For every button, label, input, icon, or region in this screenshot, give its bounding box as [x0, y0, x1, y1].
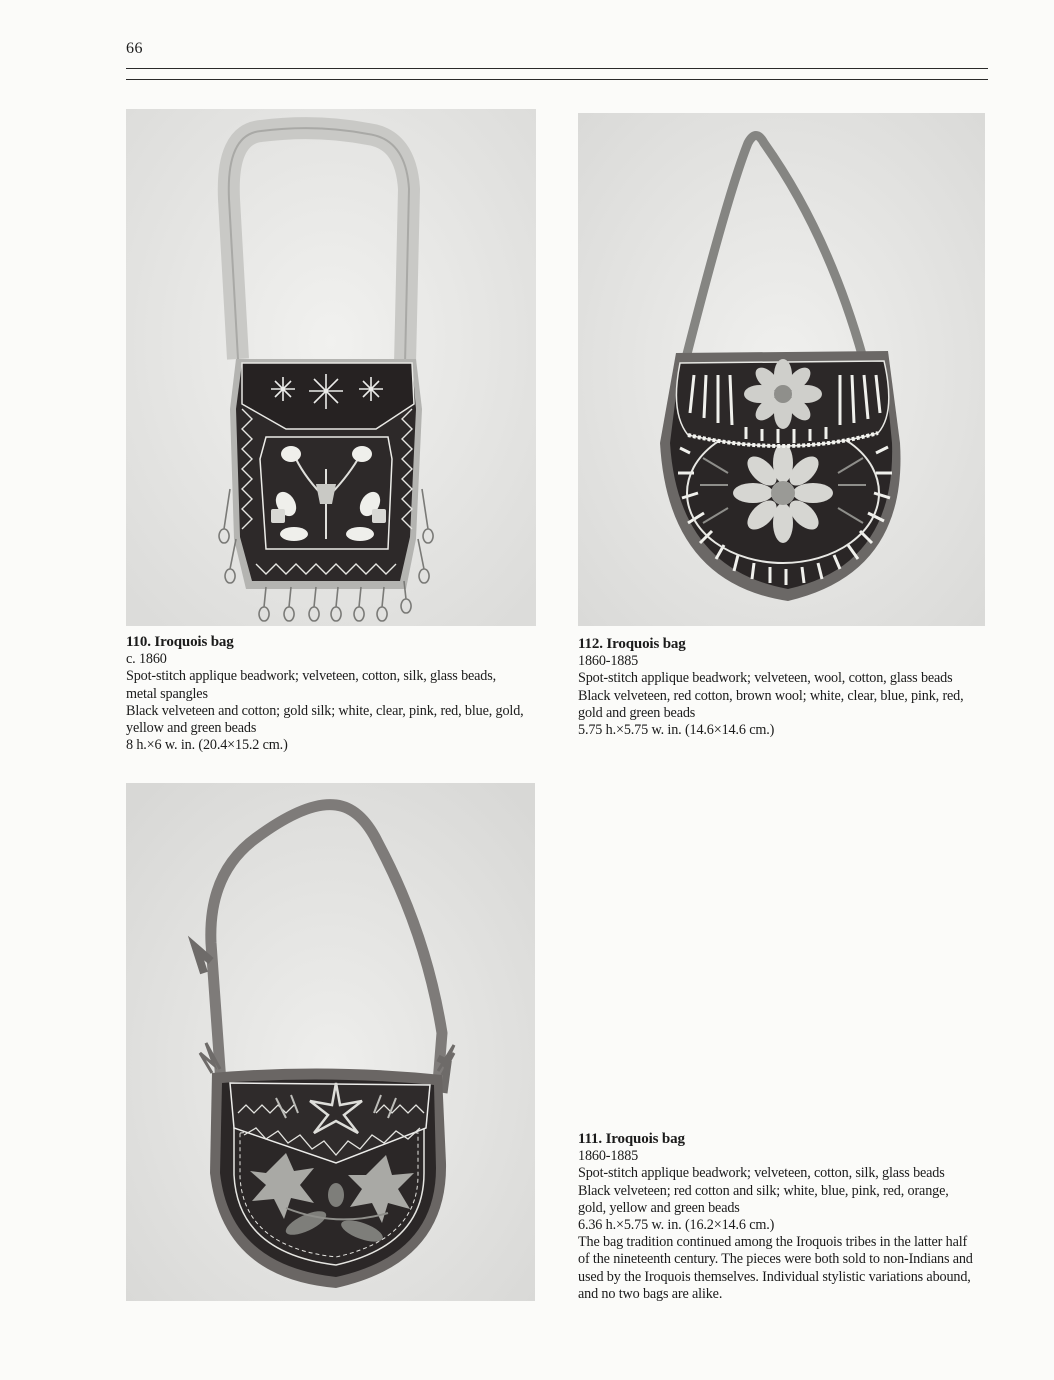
caption-line: Spot-stitch applique beadwork; velveteen, cotton, silk, glass beads, [126, 668, 497, 685]
plate-110-photo [126, 109, 536, 626]
header-rule-bottom [126, 79, 988, 80]
plate-112-photo [578, 113, 985, 626]
paragraph-line: The bag tradition continued among the Iroquois tribes in the latter half [578, 1234, 968, 1251]
caption-title: 111. Iroquois bag [578, 1131, 685, 1147]
paragraph-line: used by the Iroquois themselves. Individual stylistic variations abound, [578, 1268, 971, 1285]
caption-line: 8 h.×6 w. in. (20.4×15.2 cm.) [126, 737, 288, 754]
caption-line: Spot-stitch applique beadwork; velveteen, wool, cotton, glass beads [578, 670, 953, 687]
caption-line: metal spangles [126, 685, 208, 702]
caption-line: gold and green beads [578, 704, 696, 721]
caption-line: gold, yellow and green beads [578, 1199, 740, 1216]
caption-title: 110. Iroquois bag [126, 634, 234, 650]
paragraph-line: of the nineteenth century. The pieces were both sold to non-Indians and [578, 1251, 973, 1268]
caption-line: 5.75 h.×5.75 w. in. (14.6×14.6 cm.) [578, 722, 775, 739]
caption-title: 112. Iroquois bag [578, 636, 686, 652]
plate-110-caption [126, 634, 556, 754]
caption-date: 1860-1885 [578, 653, 639, 670]
caption-line: Black velveteen and cotton; gold silk; white, clear, pink, red, blue, gold, [126, 702, 524, 719]
page-number: 66 [126, 40, 143, 57]
caption-line: yellow and green beads [126, 720, 257, 737]
caption-line: Spot-stitch applique beadwork; velveteen, cotton, silk, glass beads [578, 1165, 945, 1182]
plate-111-photo [126, 783, 535, 1301]
caption-date: 1860-1885 [578, 1148, 639, 1165]
caption-line: Black velveteen; red cotton and silk; white, blue, pink, red, orange, [578, 1182, 949, 1199]
caption-date: c. 1860 [126, 651, 167, 668]
beaded-bag-with-star-and-leaves-icon [126, 783, 535, 1301]
rounded-beaded-bag-with-flower-icon [578, 113, 985, 626]
plate-111-caption [578, 1131, 998, 1303]
caption-line: Black velveteen, red cotton, brown wool; white, clear, blue, pink, red, [578, 687, 964, 704]
caption-line: 6.36 h.×5.75 w. in. (16.2×14.6 cm.) [578, 1217, 775, 1234]
plate-112-caption [578, 636, 998, 739]
floral-beaded-bag-with-fringe-icon [126, 109, 536, 626]
paragraph-line: and no two bags are alike. [578, 1285, 723, 1302]
caption-paragraph [578, 1234, 998, 1303]
header-rule-top [126, 68, 988, 69]
